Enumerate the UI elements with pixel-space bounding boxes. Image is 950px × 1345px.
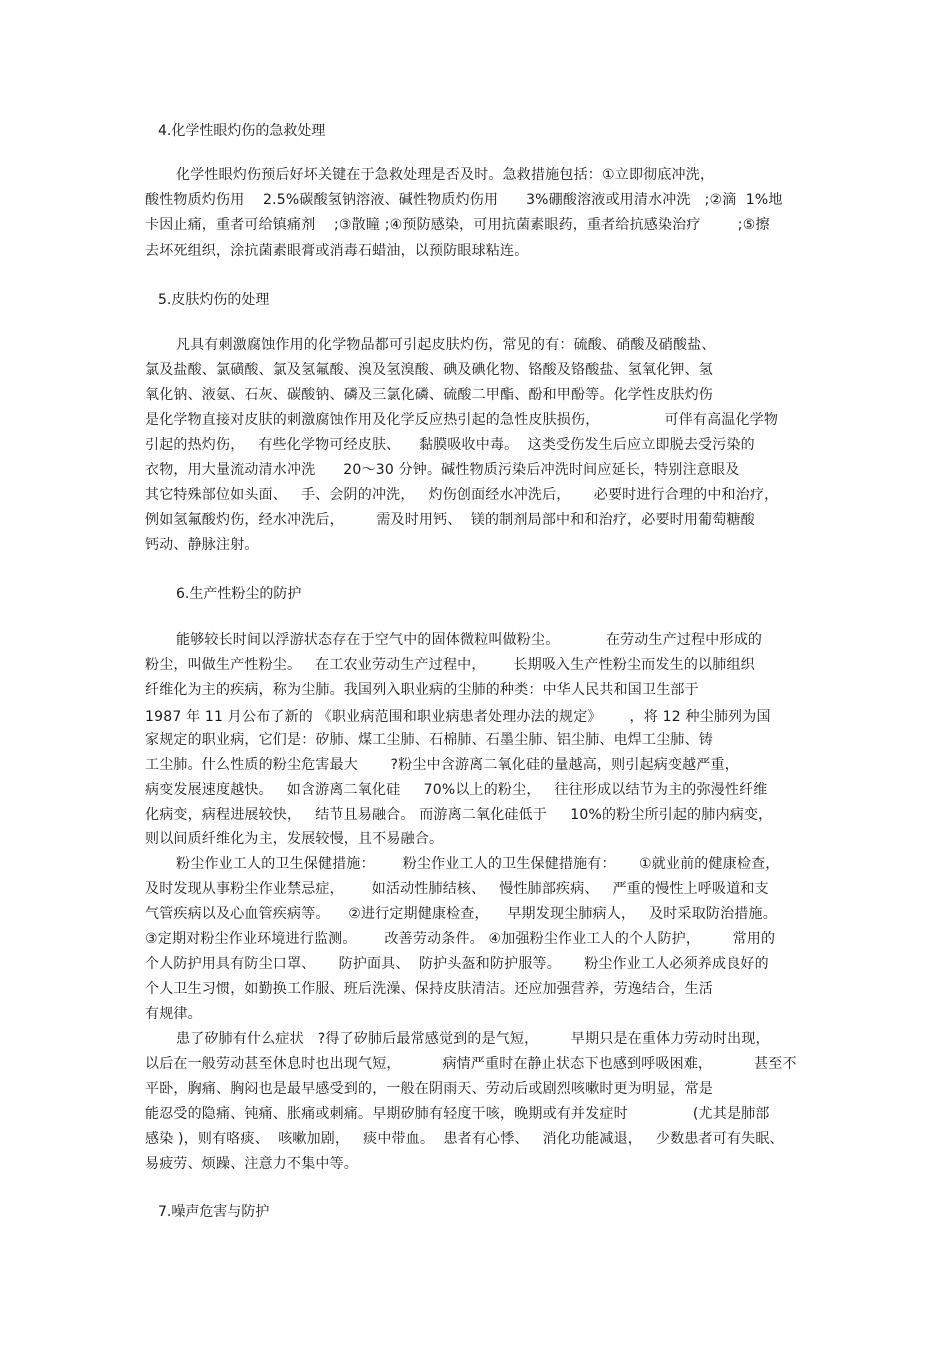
paragraph-line: 有规律。: [145, 1006, 202, 1022]
paragraph-line: ③定期对粉尘作业环境进行监测。 改善劳动条件。 ④加强粉尘作业工人的个人防护， 常用的: [145, 931, 776, 947]
paragraph-line: 其它特殊部位如头面、 手、会阴的冲洗， 灼伤创面经水冲洗后， 必要时进行合理的中和治疗，: [145, 487, 779, 503]
paragraph-line: 易疲劳、烦躁、注意力不集中等。: [145, 1156, 358, 1172]
paragraph-line: 凡具有刺激腐蚀作用的化学物品都可引起皮肤灼伤，常见的有：硫酸、硝酸及硝酸盐、: [176, 337, 716, 353]
paragraph-line: 是化学物直接对皮肤的刺激腐蚀作用及化学反应热引起的急性皮肤损伤， 可伴有高温化学物: [145, 412, 779, 428]
paragraph-line: 以后在一般劳动甚至休息时也出现气短， 病情严重时在静止状态下也感到呼吸困难， 甚至不: [145, 1056, 797, 1072]
section-heading: 5.皮肤灼伤的处理: [158, 292, 270, 308]
paragraph-line: 钙动、静脉注射。: [145, 537, 259, 553]
paragraph-line: 平卧，胸痛、胸闷也是最早感受到的，一般在阴雨天、劳动后或剧烈咳嗽时更为明显，常是: [145, 1081, 713, 1097]
paragraph-line: 气管疾病以及心血管疾病等。 ②进行定期健康检查， 早期发现尘肺病人， 及时采取防治措施。: [145, 906, 777, 922]
paragraph-line: 个人卫生习惯，如勤换工作服、班后洗澡、保持皮肤清洁。还应加强营养，劳逸结合，生活: [145, 981, 713, 997]
section-heading: 7.噪声危害与防护: [158, 1204, 270, 1220]
section-heading: 6.生产性粉尘的防护: [176, 586, 302, 602]
paragraph-line: 则以间质纤维化为主，发展较慢，且不易融合。: [145, 831, 444, 847]
paragraph-line: 氯及盐酸、氯磺酸、氯及氢氟酸、溴及氢溴酸、碘及碘化物、铬酸及铬酸盐、氢氧化钾、氢: [145, 362, 713, 378]
paragraph-line: 衣物，用大量流动清水冲洗 20～30 分钟。碱性物质污染后冲洗时间应延长，特别注意眼及: [145, 462, 740, 478]
paragraph-line: 粉尘，叫做生产性粉尘。 在工农业劳动生产过程中， 长期吸入生产性粉尘而发生的以肺组织: [145, 657, 755, 673]
paragraph-line: 酸性物质灼伤用 2.5%碳酸氢钠溶液、碱性物质灼伤用 3%硼酸溶液或用清水冲洗 ;②滴 1%地: [145, 192, 783, 208]
paragraph-line: 患了矽肺有什么症状 ?得了矽肺后最常感觉到的是气短， 早期只是在重体力劳动时出现，: [176, 1031, 770, 1047]
paragraph-line: 家规定的职业病，它们是：矽肺、煤工尘肺、石棉肺、石墨尘肺、铝尘肺、电焊工尘肺、铸: [145, 732, 713, 748]
paragraph-line: 工尘肺。什么性质的粉尘危害最大 ?粉尘中含游离二氧化硅的量越高，则引起病变越严重，: [145, 757, 739, 773]
paragraph-line: 个人防护用具有防尘口罩、 防护面具、 防护头盔和防护服等。 粉尘作业工人必须养成良好的: [145, 956, 769, 972]
paragraph-line: 化学性眼灼伤预后好坏关键在于急救处理是否及时。急救措施包括：①立即彻底冲洗，: [176, 167, 715, 183]
paragraph-line: 粉尘作业工人的卫生保健措施： 粉尘作业工人的卫生保健措施有： ①就业前的健康检查，: [176, 856, 780, 872]
section-heading: 4.化学性眼灼伤的急救处理: [158, 123, 326, 139]
paragraph-line: 能够较长时间以浮游状态存在于空气中的固体微粒叫做粉尘。 在劳动生产过程中形成的: [176, 632, 763, 648]
paragraph-line: 例如氢氟酸灼伤，经水冲洗后， 需及时用钙、 镁的制剂局部中和和治疗，必要时用葡萄糖酸: [145, 512, 755, 528]
paragraph-line: 氧化钠、液氨、石灰、碳酸钠、磷及三氯化磷、硫酸二甲酯、酚和甲酚等。化学性皮肤灼伤: [145, 387, 713, 403]
paragraph-line: 能忍受的隐痛、钝痛、胀痛或刺痛。早期矽肺有轻度干咳，晚期或有并发症时 (尤其是肺部: [145, 1106, 770, 1122]
paragraph-line: 纤维化为主的疾病，称为尘肺。我国列入职业病的尘肺的种类：中华人民共和国卫生部于: [145, 682, 699, 698]
paragraph-line: 1987 年 11 月公布了新的 《职业病范围和职业病患者处理办法的规定》 ，将 12 种尘肺列为国: [145, 709, 771, 725]
paragraph-line: 及时发现从事粉尘作业禁忌症， 如活动性肺结核、 慢性肺部疾病、 严重的慢性上呼吸道和支: [145, 881, 769, 897]
paragraph-line: 引起的热灼伤， 有些化学物可经皮肤、 黏膜吸收中毒。 这类受伤发生后应立即脱去受污染的: [145, 437, 755, 453]
paragraph-line: 化病变，病程进展较快， 结节且易融合。 而游离二氧化硅低于 10%的粉尘所引起的肺内病变，: [145, 807, 773, 823]
paragraph-line: 感染 )，则有咯痰、 咳嗽加剧， 痰中带血。 患者有心悸、 消化功能减退， 少数患者可有失眠、: [145, 1131, 784, 1147]
paragraph-line: 去坏死组织，涂抗菌素眼膏或消毒石蜡油，以预防眼球粘连。: [145, 243, 529, 259]
paragraph-line: 卡因止痛，重者可给镇痛剂 ;③散瞳 ;④预防感染，可用抗菌素眼药，重者给抗感染治疗 ;⑤擦: [145, 217, 770, 233]
paragraph-line: 病变发展速度越快。 如含游离二氧化硅 70%以上的粉尘， 往往形成以结节为主的弥漫性纤维: [145, 782, 768, 798]
